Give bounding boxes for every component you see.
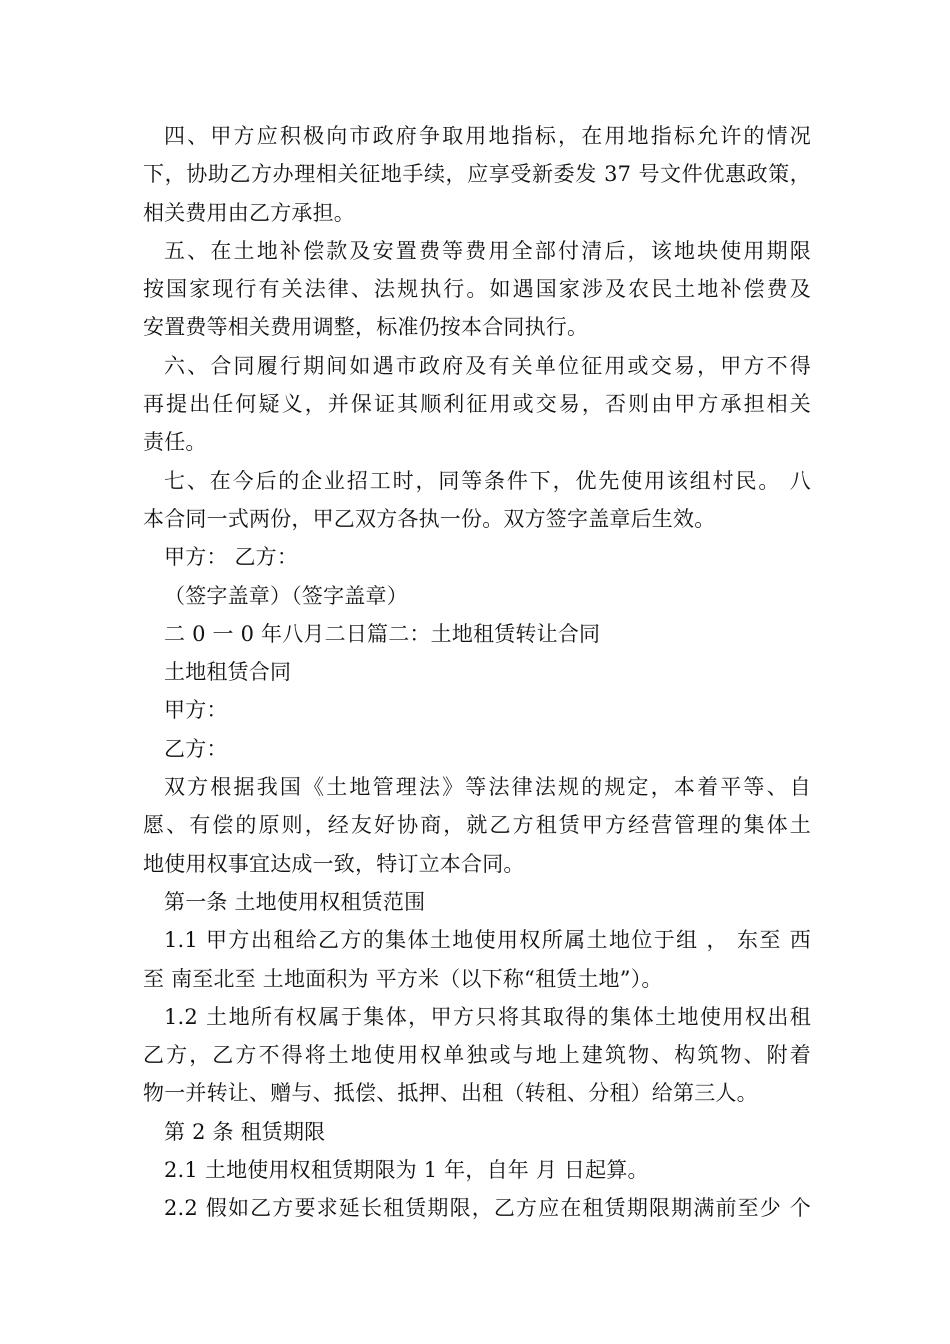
clause-5-line-1: 五、在土地补偿款及安置费等费用全部付清后，该地块使用期限 [164,238,811,263]
clause-7-line-1: 七、在今后的企业招工时，同等条件下，优先使用该组村民。 八 [164,468,811,493]
clause-4-line-1: 四、甲方应积极向市政府争取用地指标，在用地指标允许的情况 [164,124,811,148]
party-b-label: 乙方： [164,736,228,761]
clause-1-2-line-3: 物一并转让、赠与、抵偿、抵押、出租（转租、分租）给第三人。 [143,1081,758,1106]
clause-6-line-1: 六、合同履行期间如遇市政府及有关单位征用或交易，甲方不得 [164,353,811,378]
preamble-line-3: 地使用权事宜达成一致，特订立本合同。 [143,851,525,876]
document-body [143,117,811,1228]
clause-2-1-line: 2.1 土地使用权租赁期限为 1 年，自年 月 日起算。 [164,1158,649,1183]
clause-1-2-line-1: 1.2 土地所有权属于集体，甲方只将其取得的集体土地使用权出租 [164,1004,811,1029]
party-a-b-line: 甲方： 乙方： [164,545,299,570]
clause-5-line-3: 安置费等相关费用调整，标准仍按本合同执行。 [143,315,589,340]
clause-6-line-2: 再提出任何疑义，并保证其顺利征用或交易，否则由甲方承担相关 [143,392,811,417]
article-2-heading: 第 2 条 租赁期限 [164,1119,326,1144]
clause-8-line: 本合同一式两份，甲乙双方各执一份。双方签字盖章后生效。 [143,506,716,531]
article-1-heading: 第一条 土地使用权租赁范围 [164,889,426,914]
clause-4-line-2: 下，协助乙方办理相关征地手续，应享受新委发 37 号文件优惠政策， [143,162,811,187]
clause-5-line-2: 按国家现行有关法律、法规执行。如遇国家涉及农民土地补偿费及 [143,277,811,302]
clause-6-line-3: 责任。 [143,430,207,455]
signature-seal-line: （签字盖章）（签字盖章） [164,583,408,608]
preamble-line-2: 愿、有偿的原则，经友好协商，就乙方租赁甲方经营管理的集体土 [143,813,811,838]
clause-1-2-line-2: 乙方，乙方不得将土地使用权单独或与地上建筑物、构筑物、附着 [143,1043,811,1068]
clause-2-2-line-1: 2.2 假如乙方要求延长租赁期限，乙方应在租赁期限期满前至少 个 [164,1196,811,1221]
clause-1-1-line-2: 至 南至北至 土地面积为 平方米（以下称“租赁土地”）。 [143,966,663,991]
clause-4-line-3: 相关费用由乙方承担。 [143,200,355,225]
clause-1-1-line-1: 1.1 甲方出租给乙方的集体土地使用权所属土地位于组 ， 东至 西 [164,928,811,953]
contract-title: 土地租赁合同 [164,660,292,685]
party-a-label: 甲方： [164,698,228,723]
preamble-line-1: 双方根据我国《土地管理法》等法律法规的规定，本着平等、自 [164,775,811,800]
date-and-article-two-title: 二 0 一 0 年八月二日篇二：土地租赁转让合同 [164,621,601,646]
